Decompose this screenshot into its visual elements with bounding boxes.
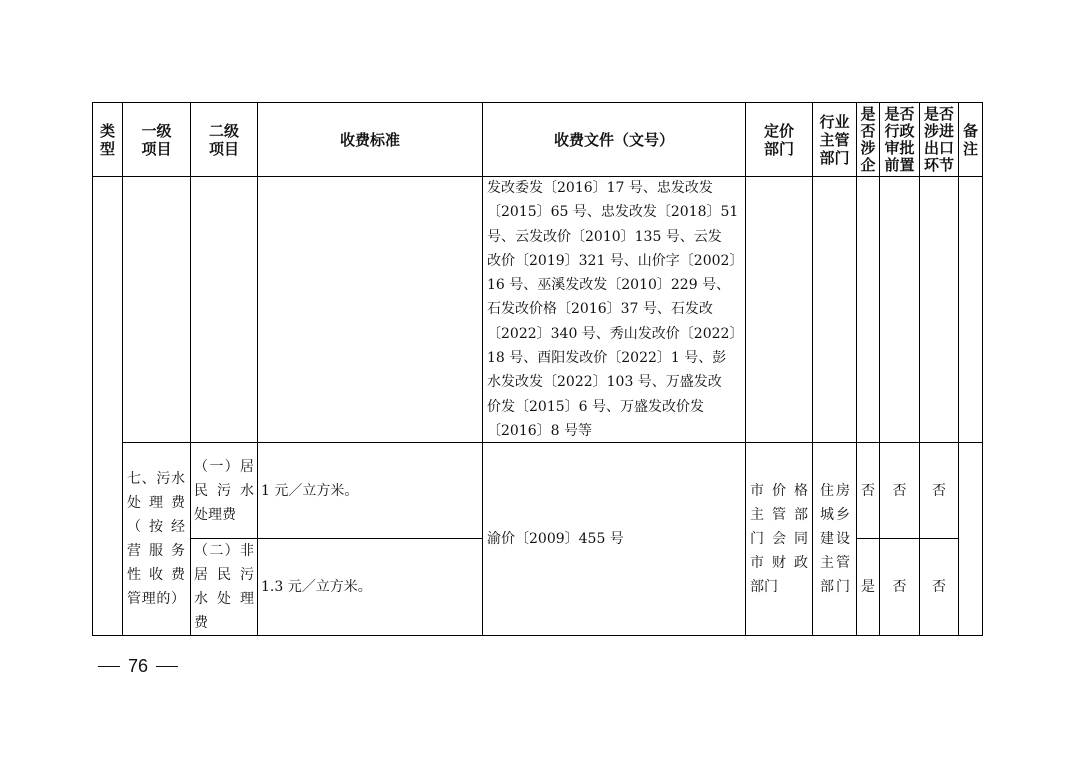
header-industry-dept: 行业 主管 部门 xyxy=(819,112,850,167)
header-import-export: 是否 涉进 出口 环节 xyxy=(923,104,954,174)
header-remarks: 备 注 xyxy=(962,121,978,158)
page-number-dash-left xyxy=(98,666,120,667)
item7-row1-level2-label: （一）居 民 污 水 处理费 xyxy=(194,459,254,523)
item7-row1-import-export: 否 xyxy=(932,483,946,499)
page-number: 76 xyxy=(98,656,178,677)
header-involves-enterprise: 是 否 涉 企 xyxy=(860,104,876,174)
item7-row1-fee-standard: 1 元／立方米。 xyxy=(261,483,359,499)
item7-row2-level2-label: （二）非 居 民 污 水 处 理 费 xyxy=(194,543,254,631)
page-number-dash-right xyxy=(156,666,178,667)
item7-row1-admin-approval: 否 xyxy=(892,483,907,499)
item7-row1-involves-enterprise: 否 xyxy=(861,483,875,499)
header-admin-approval: 是否 行政 审批 前置 xyxy=(884,104,915,174)
header-level2-item: 二级 项目 xyxy=(208,121,239,158)
header-pricing-dept: 定价 部门 xyxy=(763,121,794,158)
item7-pricing-dept: 市 价 格 主 管 部 门 会 同 市 财 政 部门 xyxy=(750,483,808,595)
header-level1-item: 一级 项目 xyxy=(141,121,172,158)
continued-fee-documents: 发改委发〔2016〕17 号、忠发改发 〔2015〕65 号、忠发改发〔2018〕51 号、云发改价〔2010〕135 号、云发 改价〔2019〕321 号、山价字〔2002〕 16 号、巫溪发改发〔2010〕229 号、 石发改价格〔2016〕37 号、石发改 〔2022〕340 号、秀山发改价〔2022〕 18 号、酉阳发改价〔2022〕1 号、彭 水发改发〔2022〕103 号、万盛发改 价发〔2015〕6 号、万盛发改价发 〔2016〕8 号等 xyxy=(487,180,744,439)
header-type: 类 型 xyxy=(99,121,115,158)
item7-row2-involves-enterprise: 是 xyxy=(861,579,875,595)
header-fee-standard: 收费标准 xyxy=(339,130,400,149)
header-fee-document: 收费文件（文号） xyxy=(553,130,674,149)
item7-row2-admin-approval: 否 xyxy=(892,579,907,595)
item7-level1-label: 七、污水 处 理 费 （ 按 经 营 服 务 性 收 费 管理的） xyxy=(127,471,185,607)
item7-industry-dept: 住房 城乡 建设 主管 部门 xyxy=(820,483,850,595)
item7-row2-import-export: 否 xyxy=(932,579,946,595)
item7-fee-document: 渝价〔2009〕455 号 xyxy=(487,531,624,547)
item7-row2-fee-standard: 1.3 元／立方米。 xyxy=(261,579,372,595)
